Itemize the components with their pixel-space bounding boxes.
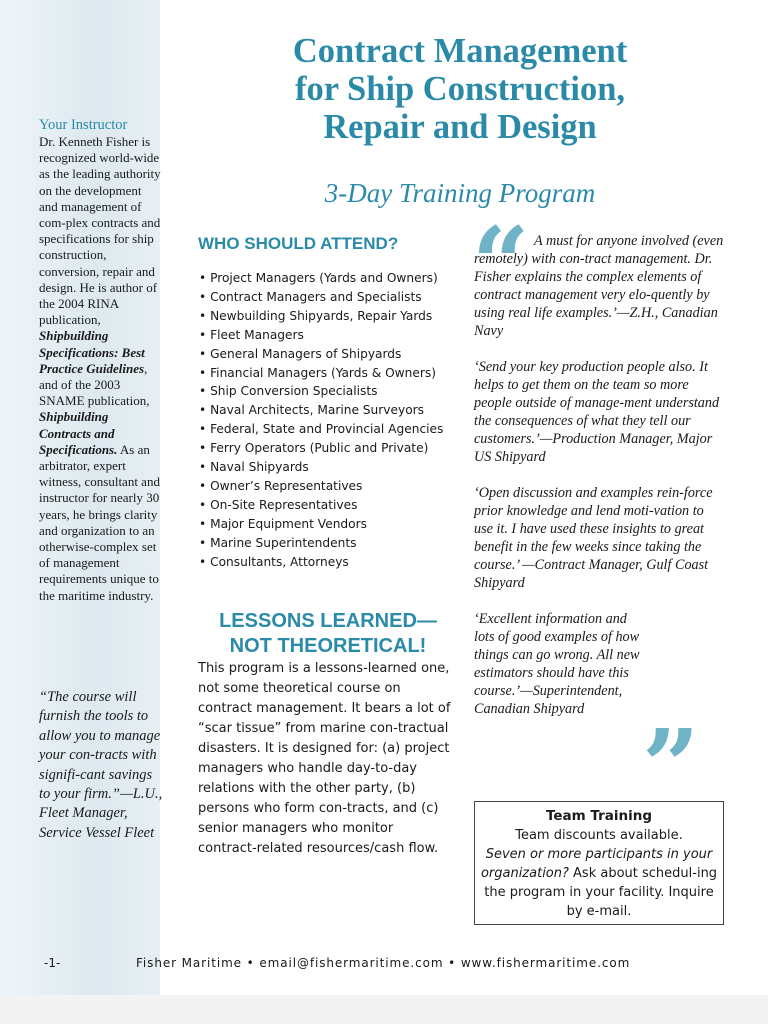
title-line-3: Repair and Design [323,108,597,146]
open-quote-mark: “ [472,205,530,323]
attend-item: • Ship Conversion Specialists [199,384,378,399]
instructor-heading: Your Instructor [39,117,128,133]
team-training-line-1: Team discounts available. [515,828,683,843]
page-title [220,32,700,146]
instructor-book-2: Shipbuilding Contracts and Specifications. [39,409,118,457]
team-training-box [474,801,724,925]
attend-item: • General Managers of Shipyards [199,346,402,361]
attend-item: • Ferry Operators (Public and Private) [199,441,429,456]
instructor-bio-1: Dr. Kenneth Fisher is recognized world-wide as the leading authority on the development and management of com-plex contracts and specifications for ship construction, conversion, repair and design. He is author of the 2004 RINA publication, [39,134,161,328]
who-should-attend-heading: WHO SHOULD ATTEND? [198,234,399,253]
instructor-bio-2: , and of the 2003 SNAME publication, [39,360,150,409]
team-training-heading: Team Training [545,808,653,824]
attend-list [199,269,469,572]
lessons-heading-line-1: LESSONS LEARNED— [219,610,437,632]
lessons-body: This program is a lessons-learned one, not some theoretical course on contract management. It bears a lot of “scar tissue” from marine con-tractual disasters. It is designed for: (a) project managers who handle day-to-day relations with the other party, (b) persons who form con-tracts, and (c) senior managers who monitor contract-related resources/cash flow. [198,661,451,856]
attend-item: • Project Managers (Yards and Owners) [199,271,438,285]
attend-item: • Owner’s Representatives [199,478,363,493]
attend-item: • Fleet Managers [199,327,304,342]
lessons-heading-line-2: NOT THEORETICAL! [229,635,427,657]
instructor-bio-3: As an arbitrator, expert witness, consultant and instructor for nearly 30 years, he brings clarity and organization to an otherwise-complex set of management requirements unique to the maritime industry. [39,441,160,603]
testimonials [474,232,726,736]
footer-band [0,995,768,1024]
testimonial: ‘Send your key production people also. It helps to get them on the team so more people outside of manage-ment understand the consequences of what they tell our customers.’—Production Manager, Major US Shipyard [474,359,720,465]
testimonial: A must for anyone involved (even remotely) with con-tract management. Dr. Fisher explains the complex elements of contract management very elo-quently by using real life examples.’—Z.H., Canadian Navy [474,233,724,339]
title-line-2: for Ship Construction, [294,70,626,108]
attend-item: • On-Site Representatives [199,497,358,512]
testimonial: ‘Excellent information and lots of good examples of how things can go wrong. All new estimators should have this course.’—Superintendent, Canadian Shipyard [474,611,640,717]
attend-item: • Naval Shipyards [199,460,309,475]
testimonial: ‘Open discussion and examples rein-force prior knowledge and lend moti-vation to use it. I have used these insights to great benefit in the few weeks since taking the course.’ —Contract Manager, Gulf Coast Shipyard [474,485,713,591]
title-line-1: Contract Management [292,32,628,70]
sidebar-quote: “The course will furnish the tools to allow you to manage your con-tracts with signifi-cant savings to your firm.”—L.U., Fleet Manager, Service Vessel Fleet [39,689,163,841]
footer-contact: Fisher Maritime • email@fishermaritime.com • www.fishermaritime.com [136,956,631,970]
page-number: -1- [44,956,61,970]
instructor-section [39,117,163,604]
close-quote-mark: ” [642,707,700,825]
attend-item: • Contract Managers and Specialists [199,289,422,304]
instructor-bio [39,134,163,604]
page-subtitle: 3-Day Training Program [324,178,596,208]
attend-item: • Consultants, Attorneys [199,554,349,569]
attend-item: • Marine Superintendents [199,535,357,550]
attend-item: • Financial Managers (Yards & Owners) [199,365,436,380]
lessons-heading [198,609,458,659]
attend-item: • Naval Architects, Marine Surveyors [199,403,425,418]
team-training-line-3: Ask about schedul-ing the program in your facility. Inquire by e-mail. [484,866,718,919]
attend-item: • Major Equipment Vendors [199,516,367,531]
attend-item: • Newbuilding Shipyards, Repair Yards [199,308,433,323]
attend-item: • Federal, State and Provincial Agencies [199,422,444,437]
team-training-line-2: Seven or more participants in your organization? [480,847,713,881]
instructor-book-1: Shipbuilding Specifications: Best Practice Guidelines [39,328,145,376]
